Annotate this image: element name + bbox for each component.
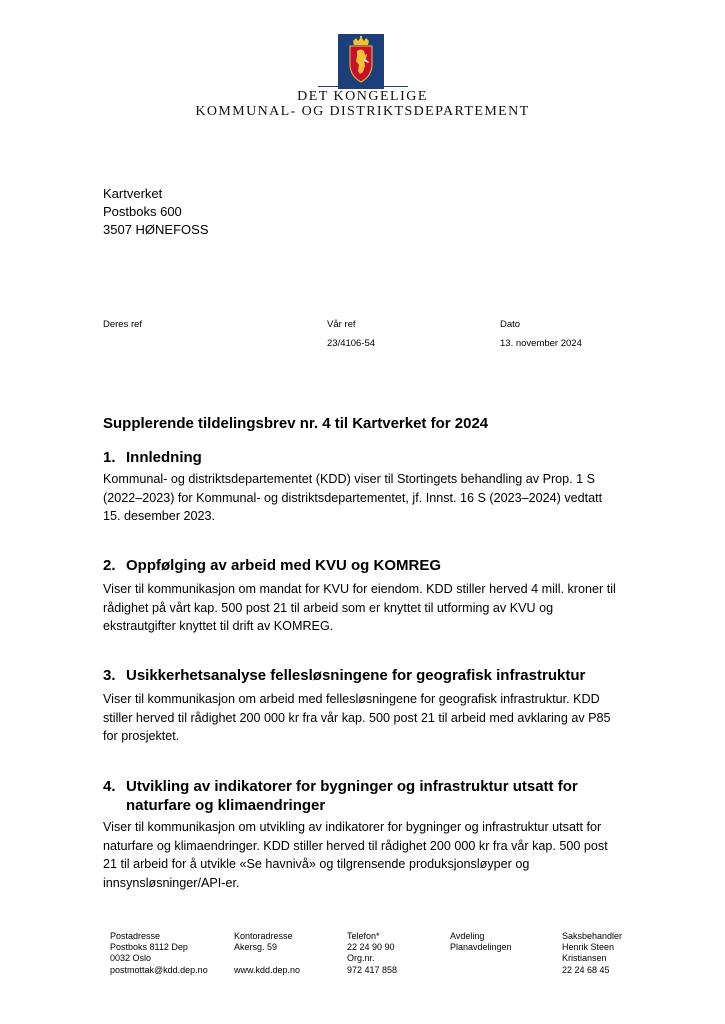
var-ref-value: 23/4106-54 — [327, 338, 376, 349]
footer-label: Postadresse — [110, 931, 161, 941]
section-number: 2. — [103, 557, 116, 574]
body-line: for prosjektet. — [103, 729, 180, 743]
footer-office-address: Kontoradresse Akersg. 59 www.kdd.dep.no — [234, 931, 301, 975]
letter-title: Supplerende tildelingsbrev nr. 4 til Kartverket for 2024 — [103, 415, 489, 432]
date-label: Dato — [500, 319, 521, 330]
section-title: Innledning — [126, 449, 202, 466]
department-name-line1: DET KONGELIGE — [297, 89, 428, 104]
var-ref-label: Vår ref — [327, 319, 356, 330]
section-2-body — [103, 580, 663, 636]
body-line: naturfare og klimaendringer. KDD stiller herved til rådighet 200 000 kr fra vår kap. 500 post — [103, 838, 608, 853]
section-1-heading — [103, 449, 202, 466]
section-4-heading — [103, 777, 578, 815]
recipient-postbox: Postboks 600 — [103, 204, 182, 219]
recipient-city: 3507 HØNEFOSS — [103, 222, 209, 237]
body-line: Viser til kommunikasjon om utvikling av indikatorer for bygninger og infrastruktur utsatt for — [103, 820, 602, 834]
body-line: (2022–2023) for Kommunal- og distriktsdepartementet, jf. Innst. 16 S (2023–2024) vedtatt — [103, 490, 603, 505]
section-title-line: Utvikling av indikatorer for bygninger og infrastruktur utsatt for — [126, 778, 578, 795]
section-2-heading — [103, 557, 441, 574]
body-line: innsynsløsninger/API-er. — [103, 875, 240, 890]
recipient-name: Kartverket — [103, 186, 163, 201]
footer-phone: Telefon* 22 24 90 90 Org.nr. 972 417 858 — [347, 931, 398, 975]
section-3-heading — [103, 667, 585, 684]
footer-email: postmottak@kdd.dep.no — [110, 964, 208, 975]
section-4-body — [103, 818, 663, 892]
footer-label: Kontoradresse — [234, 931, 293, 941]
section-title-line: naturfare og klimaendringer — [126, 797, 326, 814]
section-1-body — [103, 470, 663, 526]
body-line: 15. desember 2023. — [103, 509, 216, 523]
footer-postal-address: Postadresse Postboks 8112 Dep 0032 Oslo postmottak@kdd.dep.no — [110, 931, 208, 975]
body-line: Kommunal- og distriktsdepartementet (KDD) viser til Stortingets behandling av Prop. 1 S — [103, 472, 596, 486]
department-name-line2: KOMMUNAL- OG DISTRIKTSDEPARTEMENT — [195, 104, 530, 119]
footer-label: Saksbehandler — [562, 931, 623, 941]
footer-website: www.kdd.dep.no — [234, 964, 301, 975]
body-line: rådighet på vårt kap. 500 post 21 til arbeid som er knyttet til utforming av KVU og — [103, 600, 554, 615]
body-line: 21 til arbeid for å utvikle «Se havnivå» og tilgrensende produksjonsløyper og — [103, 857, 530, 871]
body-line: stiller herved til rådighet 200 000 kr fra vår kap. 500 post 21 til arbeid med avklaring av P85 — [103, 710, 611, 725]
letterhead-divider — [318, 86, 408, 87]
section-title: Usikkerhetsanalyse fellesløsningene for geografisk infrastruktur — [126, 667, 586, 684]
date-value: 13. november 2024 — [500, 338, 582, 349]
section-number: 3. — [103, 667, 116, 684]
coat-of-arms-logo — [338, 34, 384, 89]
body-line: Viser til kommunikasjon om arbeid med fellesløsningene for geografisk infrastruktur. KDD — [103, 692, 600, 706]
body-line: Viser til kommunikasjon om mandat for KVU for eiendom. KDD stiller herved 4 mill. kroner til — [103, 582, 616, 596]
section-title: Oppfølging av arbeid med KVU og KOMREG — [126, 557, 442, 574]
deres-ref-label: Deres ref — [103, 319, 143, 330]
body-line: ekstrautgifter knyttet til drift av KOMREG. — [103, 619, 334, 633]
footer-department: Avdeling Planavdelingen — [450, 931, 512, 953]
footer-label: Avdeling — [450, 931, 485, 941]
footer-label: Telefon* — [347, 931, 380, 941]
section-number: 1. — [103, 449, 116, 466]
section-3-body — [103, 690, 663, 746]
footer-case-officer: Saksbehandler Henrik Steen Kristiansen 22 24 68 45 — [562, 931, 623, 975]
recipient-address — [103, 185, 209, 239]
section-number: 4. — [103, 778, 116, 795]
